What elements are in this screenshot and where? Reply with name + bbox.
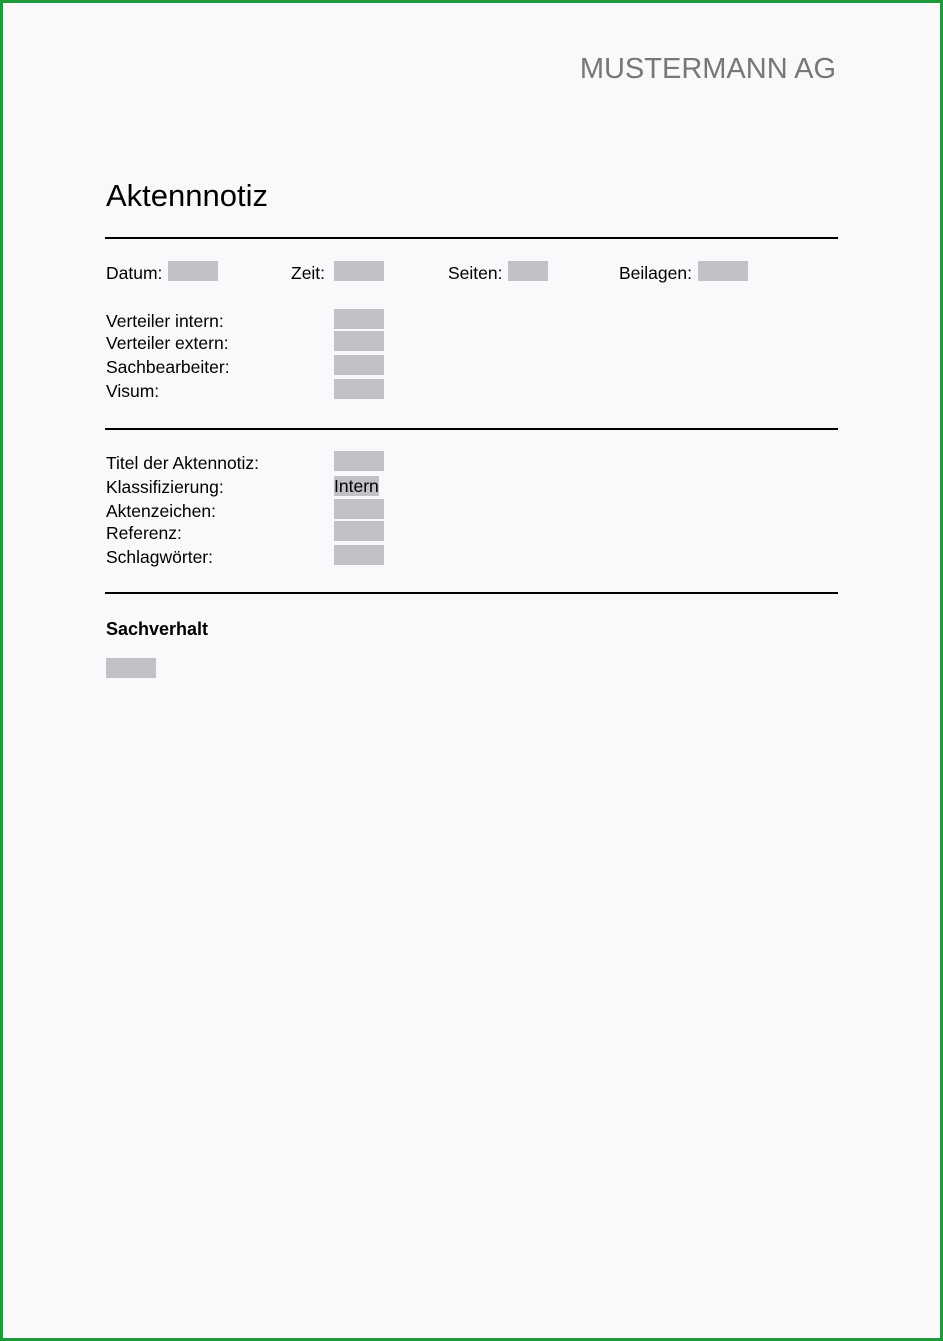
date-label: Datum: xyxy=(106,263,163,283)
divider-top xyxy=(105,237,838,239)
document-title: Aktennnotiz xyxy=(106,178,268,213)
clerk-label: Sachbearbeiter: xyxy=(106,357,230,377)
divider-middle xyxy=(105,428,838,430)
time-label: Zeit: xyxy=(291,263,326,283)
file-number-label: Aktenzeichen: xyxy=(106,501,216,521)
distribution-external-field[interactable] xyxy=(334,331,384,351)
visa-label: Visum: xyxy=(106,381,160,401)
file-number-field[interactable] xyxy=(334,499,384,519)
note-title-field[interactable] xyxy=(334,451,384,471)
keywords-label: Schlagwörter: xyxy=(106,547,213,567)
company-name: MUSTERMANN AG xyxy=(579,53,836,85)
divider-bottom xyxy=(105,592,838,594)
pages-label: Seiten: xyxy=(448,263,503,283)
classification-value: Intern xyxy=(334,476,379,496)
classification-field[interactable] xyxy=(334,476,379,496)
note-title-label: Titel der Aktennotiz: xyxy=(106,453,260,473)
attachments-field[interactable] xyxy=(698,261,748,281)
keywords-field[interactable] xyxy=(334,545,384,565)
distribution-external-label: Verteiler extern: xyxy=(106,333,229,353)
visa-field[interactable] xyxy=(334,379,384,399)
clerk-field[interactable] xyxy=(334,355,384,375)
distribution-internal-label: Verteiler intern: xyxy=(106,311,224,331)
facts-field[interactable] xyxy=(106,658,156,678)
facts-heading: Sachverhalt xyxy=(106,619,209,639)
attachments-label: Beilagen: xyxy=(619,263,692,283)
pages-field[interactable] xyxy=(508,261,548,281)
time-field[interactable] xyxy=(334,261,384,281)
date-field[interactable] xyxy=(168,261,218,281)
reference-field[interactable] xyxy=(334,521,384,541)
distribution-internal-field[interactable] xyxy=(334,309,384,329)
classification-label: Klassifizierung: xyxy=(106,477,224,497)
reference-label: Referenz: xyxy=(106,523,182,543)
